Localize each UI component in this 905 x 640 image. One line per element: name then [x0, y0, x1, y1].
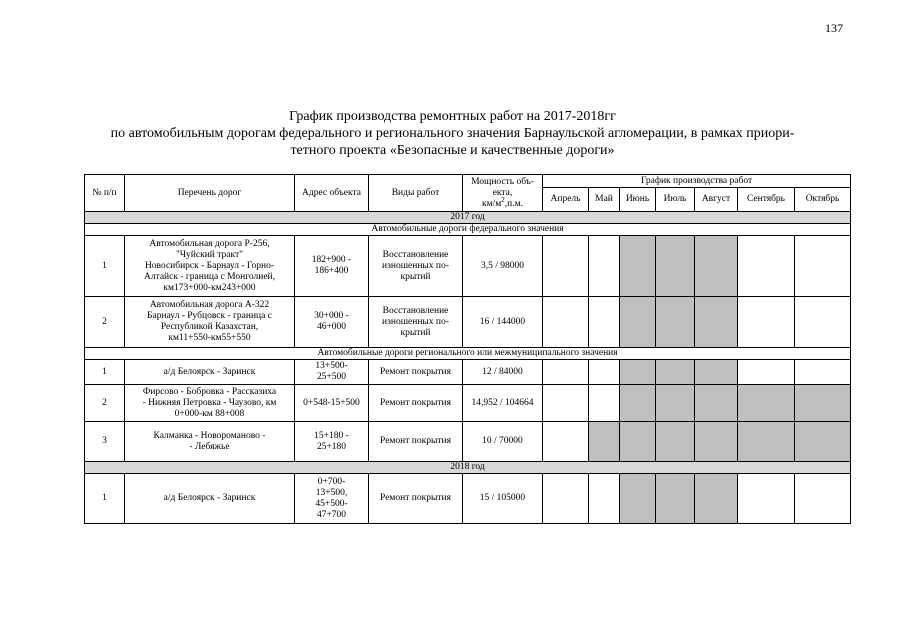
road-name — [125, 360, 295, 385]
address-line: 25+180 — [316, 441, 347, 452]
address-line: 47+700 — [316, 509, 347, 520]
schedule-cell — [738, 360, 795, 385]
object-address — [295, 474, 369, 524]
road-line: Республикой Казахстан, — [160, 322, 259, 332]
table-row — [85, 236, 851, 297]
road-line: Фирсово - Бобровка - Рассказиха — [142, 386, 277, 397]
month-header: Май — [589, 188, 620, 212]
schedule-cell — [543, 422, 589, 462]
schedule-cell — [620, 236, 656, 297]
capacity-unit-tail: ,п.м. — [504, 198, 523, 209]
table-row — [85, 360, 851, 385]
capacity: 12 / 84000 — [463, 360, 543, 385]
header-num: № п/п — [85, 175, 125, 212]
schedule-cell — [695, 360, 738, 385]
work-line: Ремонт покрытия — [380, 493, 451, 503]
work-type — [369, 422, 463, 462]
schedule-cell — [795, 474, 851, 524]
address-line: 45+500- — [315, 498, 348, 509]
table-row — [85, 297, 851, 348]
address-line: 25+500 — [316, 372, 347, 382]
road-line: км173+000-км243+000 — [163, 282, 256, 293]
road-line: Алтайск - граница с Монголией, — [143, 271, 276, 282]
header-address: Адрес объекта — [295, 175, 369, 212]
work-type — [369, 360, 463, 385]
work-line: крытий — [400, 327, 431, 338]
address-line: 182+900 - — [311, 255, 352, 265]
schedule-cell — [589, 385, 620, 422]
capacity: 3,5 / 98000 — [463, 236, 543, 297]
work-line: Ремонт покрытия — [380, 366, 451, 377]
schedule-cell — [589, 474, 620, 524]
address-line: 186+400 — [314, 266, 349, 276]
object-address — [295, 385, 369, 422]
schedule-cell — [795, 236, 851, 297]
schedule-cell — [543, 385, 589, 422]
schedule-cell — [620, 474, 656, 524]
capacity-unit: км/м — [481, 198, 502, 209]
row-number: 1 — [85, 236, 125, 297]
schedule-cell — [620, 385, 656, 422]
address-line: 0+700- — [317, 476, 346, 487]
work-line: Ремонт покрытия — [380, 397, 451, 408]
road-line: а/д Белоярск - Заринск — [163, 493, 256, 503]
table-row — [85, 385, 851, 422]
section-year-2018: 2018 год — [85, 462, 851, 474]
header-work: Виды работ — [369, 175, 463, 212]
capacity: 10 / 70000 — [463, 422, 543, 462]
schedule-cell — [695, 422, 738, 462]
address-line: 0+548-15+500 — [303, 397, 360, 408]
schedule-cell — [738, 297, 795, 348]
capacity: 16 / 144000 — [463, 297, 543, 348]
section-year-2017: 2017 год — [85, 212, 851, 224]
header-capacity — [463, 175, 543, 212]
capacity-line-1: Мощность объ- — [471, 176, 534, 187]
schedule-cell — [695, 474, 738, 524]
header-roads: Перечень дорог — [125, 175, 295, 212]
schedule-cell — [543, 236, 589, 297]
schedule-cell — [589, 422, 620, 462]
schedule-cell — [589, 360, 620, 385]
month-header: Октябрь — [795, 188, 851, 212]
address-line: 13+500, — [315, 487, 348, 498]
work-line: изношенных по- — [382, 316, 449, 327]
road-line: "Чуйский тракт" — [175, 249, 243, 260]
section-federal: Автомобильные дороги федерального значения — [85, 224, 851, 236]
road-name — [125, 297, 295, 348]
schedule-cell — [738, 474, 795, 524]
road-line: а/д Белоярск - Заринск — [163, 366, 256, 377]
work-line: изношенных по- — [382, 260, 449, 271]
schedule-cell — [620, 297, 656, 348]
work-type — [369, 236, 463, 297]
work-type — [369, 474, 463, 524]
address-line: 13+500- — [315, 361, 348, 371]
schedule-cell — [589, 297, 620, 348]
schedule-cell — [795, 360, 851, 385]
schedule-cell — [656, 474, 695, 524]
road-line: - Нижняя Петровка - Чаузово, км — [142, 397, 277, 408]
object-address — [295, 360, 369, 385]
table-row — [85, 422, 851, 462]
capacity-sup: 2 — [501, 195, 505, 204]
row-number: 1 — [85, 360, 125, 385]
road-line: Автомобильная дорога Р-256, — [149, 238, 270, 249]
schedule-cell — [738, 385, 795, 422]
schedule-cell — [620, 422, 656, 462]
schedule-cell — [656, 236, 695, 297]
row-number: 3 — [85, 422, 125, 462]
document-title — [0, 108, 905, 159]
month-header: Август — [695, 188, 738, 212]
road-name — [125, 385, 295, 422]
capacity: 15 / 105000 — [463, 474, 543, 524]
road-line: Барнаул - Рубцовск - граница с — [147, 311, 272, 321]
schedule-cell — [795, 297, 851, 348]
work-line: Восстановление — [382, 249, 449, 260]
repair-schedule-table — [84, 174, 851, 524]
schedule-cell — [589, 236, 620, 297]
road-name — [125, 236, 295, 297]
month-header: Июнь — [620, 188, 656, 212]
road-name — [125, 474, 295, 524]
road-line: 0+000-км 88+008 — [174, 408, 245, 419]
schedule-cell — [738, 236, 795, 297]
title-line-3: тетного проекта «Безопасные и качественные дороги» — [290, 143, 615, 158]
schedule-cell — [795, 422, 851, 462]
schedule-cell — [543, 474, 589, 524]
object-address — [295, 236, 369, 297]
object-address — [295, 422, 369, 462]
road-name — [125, 422, 295, 462]
capacity-line-3 — [464, 195, 541, 210]
object-address — [295, 297, 369, 348]
month-header: Сентябрь — [738, 188, 795, 212]
page-number: 137 — [825, 21, 843, 35]
row-number: 1 — [85, 474, 125, 524]
road-line: Новосибирск - Барнаул - Горно- — [144, 260, 275, 271]
title-line-1: График производства ремонтных работ на 2017-2018гг — [289, 109, 616, 124]
schedule-cell — [738, 422, 795, 462]
work-line: Восстановление — [382, 305, 449, 316]
schedule-cell — [695, 297, 738, 348]
work-line: крытий — [400, 271, 431, 282]
address-line: 30+000 - — [314, 311, 349, 321]
schedule-cell — [695, 385, 738, 422]
row-number: 2 — [85, 385, 125, 422]
schedule-cell — [695, 236, 738, 297]
schedule-cell — [656, 422, 695, 462]
capacity-line-2: екта, — [492, 187, 513, 198]
schedule-cell — [656, 360, 695, 385]
month-header: Апрель — [543, 188, 589, 212]
schedule-cell — [543, 360, 589, 385]
header-schedule: График производства работ — [543, 175, 851, 188]
month-header: Июль — [656, 188, 695, 212]
work-type — [369, 385, 463, 422]
schedule-cell — [543, 297, 589, 348]
schedule-cell — [656, 385, 695, 422]
road-line: - Лебяжье — [189, 441, 230, 452]
work-line: Ремонт покрытия — [380, 436, 451, 446]
road-line: км11+550-км55+550 — [168, 333, 251, 343]
title-line-2: по автомобильным дорогам федерального и регионального значения Барнаульской агломерации, в рамках приори- — [110, 126, 795, 141]
address-line: 46+000 — [316, 322, 347, 332]
section-regional: Автомобильные дороги регионального или межмуниципального значения — [85, 348, 851, 360]
schedule-cell — [795, 385, 851, 422]
capacity: 14,952 / 104664 — [463, 385, 543, 422]
table-row — [85, 474, 851, 524]
address-line: 15+180 - — [314, 430, 349, 441]
schedule-cell — [620, 360, 656, 385]
road-line: Автомобильная дорога А-322 — [149, 300, 270, 310]
row-number: 2 — [85, 297, 125, 348]
road-line: Калманка - Новороманово - — [153, 430, 266, 441]
work-type — [369, 297, 463, 348]
schedule-cell — [656, 297, 695, 348]
